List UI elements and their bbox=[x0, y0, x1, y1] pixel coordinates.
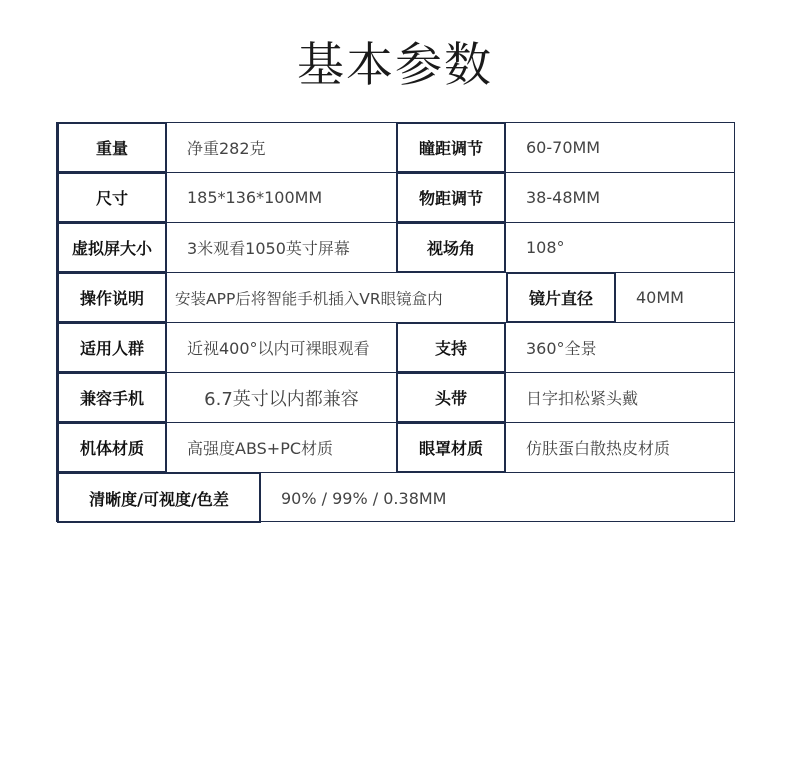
table-row bbox=[57, 423, 734, 473]
table-row bbox=[57, 323, 734, 373]
spec-value: 360°全景 bbox=[526, 339, 597, 358]
spec-label: 兼容手机 bbox=[57, 373, 167, 422]
spec-label: 机体材质 bbox=[57, 423, 167, 472]
spec-value: 40MM bbox=[636, 288, 684, 307]
page-title: 基本参数 bbox=[297, 38, 493, 93]
spec-value: 60-70MM bbox=[526, 138, 601, 157]
spec-table bbox=[56, 122, 735, 522]
table-row bbox=[57, 473, 734, 523]
table-row bbox=[57, 223, 734, 273]
table-row bbox=[57, 173, 734, 223]
table-row bbox=[57, 273, 734, 323]
spec-value: 高强度ABS+PC材质 bbox=[187, 439, 334, 458]
spec-label: 眼罩材质 bbox=[396, 423, 506, 472]
spec-value: 净重282克 bbox=[187, 139, 266, 158]
spec-value: 近视400°以内可裸眼观看 bbox=[187, 339, 370, 358]
spec-value: 3米观看1050英寸屏幕 bbox=[187, 239, 350, 258]
spec-value: 185*136*100MM bbox=[187, 188, 323, 207]
spec-label: 适用人群 bbox=[57, 323, 167, 372]
table-row bbox=[57, 373, 734, 423]
spec-label: 虚拟屏大小 bbox=[57, 223, 167, 272]
spec-label: 重量 bbox=[57, 123, 167, 172]
spec-label: 瞳距调节 bbox=[396, 123, 506, 172]
spec-value: 仿肤蛋白散热皮材质 bbox=[526, 439, 671, 458]
spec-label: 视场角 bbox=[396, 223, 506, 272]
spec-value: 108° bbox=[526, 238, 565, 257]
spec-label: 支持 bbox=[396, 323, 506, 372]
spec-label: 清晰度/可视度/色差 bbox=[57, 473, 261, 523]
spec-label: 头带 bbox=[396, 373, 506, 422]
spec-value: 38-48MM bbox=[526, 188, 601, 207]
spec-label: 物距调节 bbox=[396, 173, 506, 222]
spec-value: 6.7英寸以内都兼容 bbox=[204, 388, 359, 410]
spec-value: 90% / 99% / 0.38MM bbox=[281, 488, 447, 508]
spec-value: 日字扣松紧头戴 bbox=[526, 389, 639, 408]
table-row bbox=[57, 123, 734, 173]
spec-label: 操作说明 bbox=[57, 273, 167, 322]
spec-label: 镜片直径 bbox=[506, 273, 616, 322]
spec-value: 安装APP后将智能手机插入VR眼镜盒内 bbox=[175, 289, 443, 308]
spec-label: 尺寸 bbox=[57, 173, 167, 222]
